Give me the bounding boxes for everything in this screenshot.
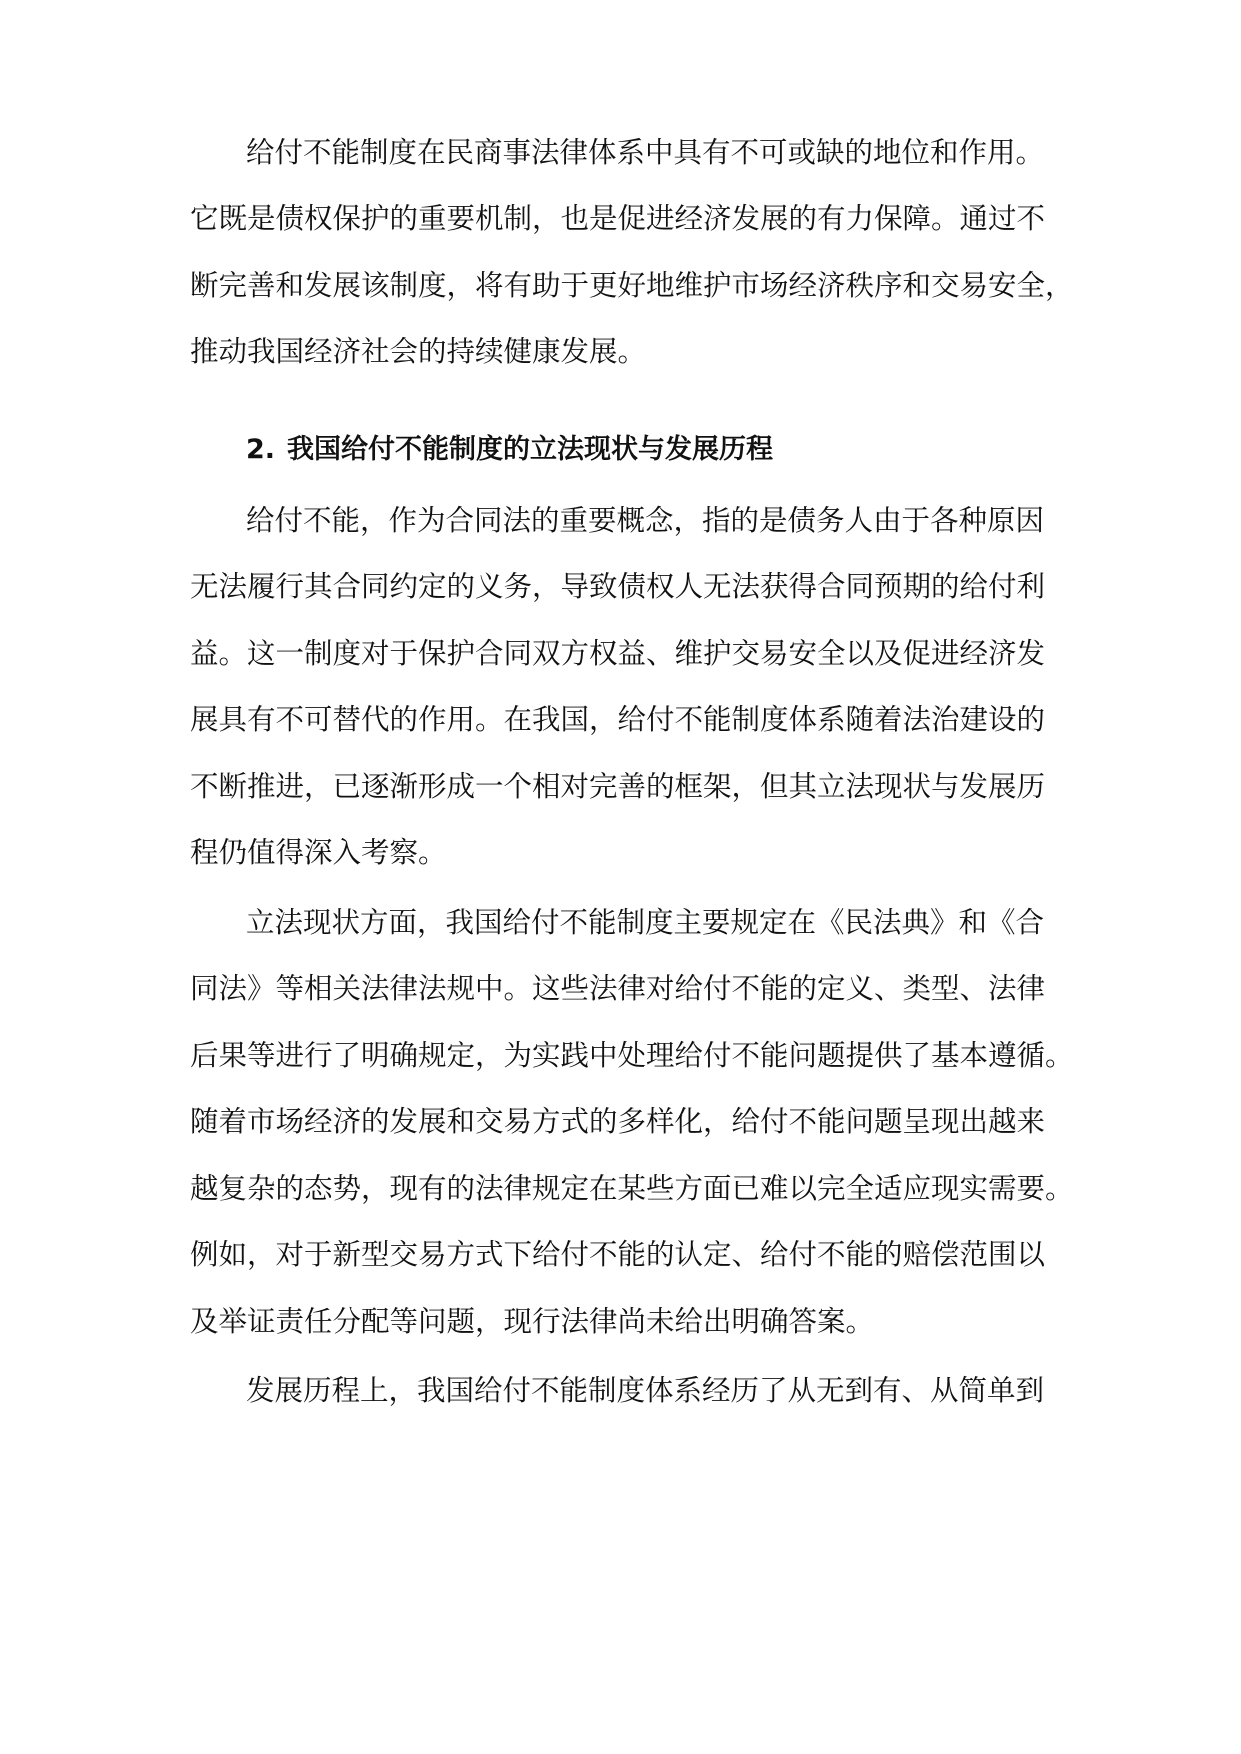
paragraph-1-line-1: 给付不能制度在民商事法律体系中具有不可或缺的地位和作用。 bbox=[246, 136, 1045, 169]
paragraph-1-line-2: 它既是债权保护的重要机制，也是促进经济发展的有力保障。通过不 bbox=[190, 202, 1046, 235]
paragraph-3-line-2: 同法》等相关法律法规中。这些法律对给付不能的定义、类型、法律 bbox=[190, 972, 1046, 1005]
paragraph-2-line-1: 给付不能，作为合同法的重要概念，指的是债务人由于各种原因 bbox=[246, 504, 1045, 537]
paragraph-3-line-6: 例如，对于新型交易方式下给付不能的认定、给付不能的赔偿范围以 bbox=[190, 1238, 1046, 1271]
paragraph-3-line-4: 随着市场经济的发展和交易方式的多样化，给付不能问题呈现出越来 bbox=[190, 1105, 1046, 1138]
section-number: 2. bbox=[246, 434, 276, 465]
paragraph-2-line-5: 不断推进，已逐渐形成一个相对完善的框架，但其立法现状与发展历 bbox=[190, 770, 1046, 803]
paragraph-2-line-6: 程仍值得深入考察。 bbox=[190, 836, 447, 869]
paragraph-3-line-1: 立法现状方面，我国给付不能制度主要规定在《民法典》和《合 bbox=[246, 906, 1045, 939]
paragraph-2-line-2: 无法履行其合同约定的义务，导致债权人无法获得合同预期的给付利 bbox=[190, 570, 1046, 603]
paragraph-4-line-1: 发展历程上，我国给付不能制度体系经历了从无到有、从简单到 bbox=[246, 1374, 1045, 1407]
paragraph-1-line-4: 推动我国经济社会的持续健康发展。 bbox=[190, 335, 647, 368]
paragraph-3-line-5: 越复杂的态势，现有的法律规定在某些方面已难以完全适应现实需要。 bbox=[190, 1172, 1074, 1205]
paragraph-2-line-4: 展具有不可替代的作用。在我国，给付不能制度体系随着法治建设的 bbox=[190, 703, 1046, 736]
section-title: 我国给付不能制度的立法现状与发展历程 bbox=[287, 434, 774, 465]
paragraph-3-line-3: 后果等进行了明确规定，为实践中处理给付不能问题提供了基本遵循。 bbox=[190, 1039, 1074, 1072]
paragraph-3-line-7: 及举证责任分配等问题，现行法律尚未给出明确答案。 bbox=[190, 1305, 875, 1338]
paragraph-2-line-3: 益。这一制度对于保护合同双方权益、维护交易安全以及促进经济发 bbox=[190, 637, 1046, 670]
section-heading bbox=[246, 420, 1080, 480]
paragraph-1-line-3: 断完善和发展该制度，将有助于更好地维护市场经济秩序和交易安全， bbox=[190, 269, 1074, 302]
